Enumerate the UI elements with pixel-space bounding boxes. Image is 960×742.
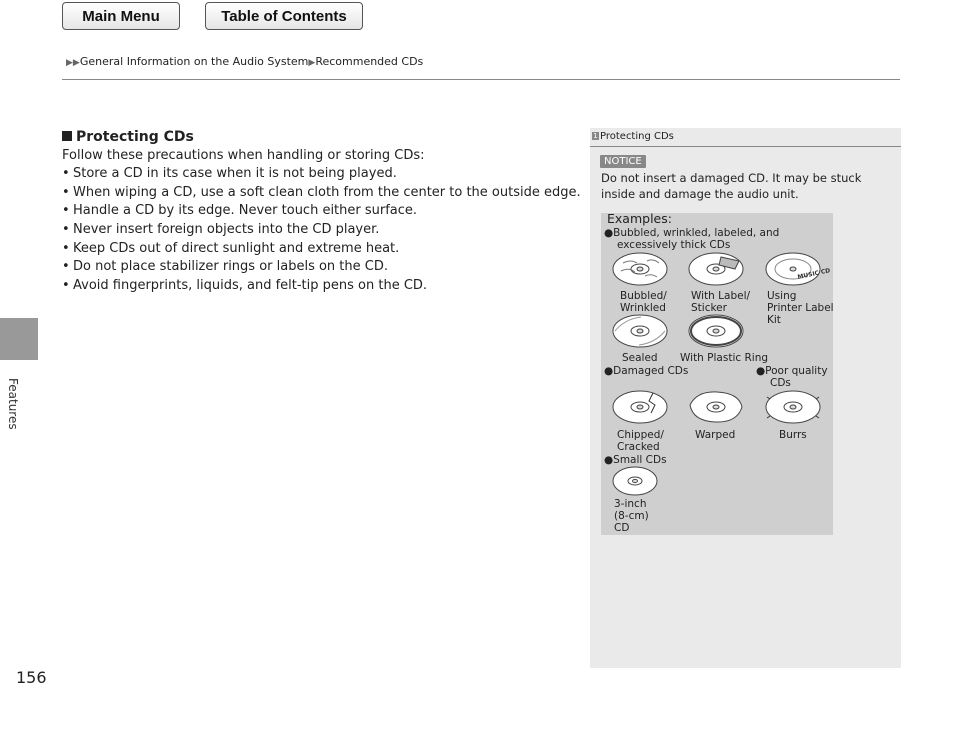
- list-item: • Avoid fingerprints, liquids, and felt-tip pens on the CD.: [62, 277, 582, 296]
- main-menu-button[interactable]: Main Menu: [62, 2, 180, 30]
- breadcrumb-arrow-icon: ▶: [308, 58, 316, 68]
- sidebar-divider: [590, 146, 901, 147]
- sidebar-title-text: Protecting CDs: [600, 131, 674, 142]
- breadcrumb-arrow-icon: ▶▶: [66, 58, 80, 68]
- intro-text: Follow these precautions when handling or storing CDs:: [62, 147, 425, 163]
- table-of-contents-button[interactable]: Table of Contents: [205, 2, 363, 30]
- caption-small: 3-inch: [614, 498, 647, 510]
- caption-small-2: (8-cm): [614, 510, 649, 522]
- caption-label-2: Sticker: [691, 302, 727, 314]
- section-heading: [62, 128, 582, 147]
- group-label-poor: ●Poor quality: [756, 365, 828, 377]
- list-item: • When wiping a CD, use a soft clean cloth from the center to the outside edge.: [62, 184, 582, 203]
- breadcrumb: [66, 55, 423, 68]
- caption-bubbled-2: Wrinkled: [620, 302, 666, 314]
- disc-plastic-ring-icon: [687, 313, 745, 349]
- caption-printer: Using: [767, 290, 797, 302]
- sidebar-title: [592, 131, 674, 142]
- caption-printer-2: Printer Label: [767, 302, 834, 314]
- group-label-poor-2: CDs: [770, 377, 791, 389]
- list-item: • Store a CD in its case when it is not being played.: [62, 165, 582, 184]
- reference-number-badge: 1: [593, 132, 598, 140]
- list-item: • Never insert foreign objects into the CD player.: [62, 221, 582, 240]
- examples-box: [601, 213, 833, 535]
- list-item: • Do not place stabilizer rings or labels on the CD.: [62, 258, 582, 277]
- caption-burrs: Burrs: [779, 429, 807, 441]
- breadcrumb-item-recommended-cds[interactable]: Recommended CDs: [315, 55, 424, 68]
- group-label-bubbled-2: excessively thick CDs: [617, 239, 731, 251]
- caption-ring: With Plastic Ring: [680, 352, 769, 364]
- section-label: Features: [6, 378, 20, 430]
- disc-small-icon: [611, 465, 659, 497]
- caption-printer-3: Kit: [767, 314, 781, 326]
- disc-sealed-icon: [611, 313, 669, 349]
- precaution-list: [62, 165, 582, 295]
- breadcrumb-item-audio-system[interactable]: General Information on the Audio System: [79, 55, 309, 68]
- caption-chipped: Chipped/: [617, 429, 664, 441]
- caption-warped: Warped: [695, 429, 736, 441]
- disc-warped-icon: [687, 389, 745, 425]
- section-heading-text: Protecting CDs: [76, 129, 194, 145]
- group-label-bubbled: ●Bubbled, wrinkled, labeled, and: [604, 227, 780, 239]
- caption-sealed: Sealed: [622, 352, 658, 364]
- list-item: • Handle a CD by its edge. Never touch either surface.: [62, 202, 582, 221]
- square-bullet-icon: [62, 131, 72, 141]
- caption-label: With Label/: [691, 290, 751, 302]
- notice-badge: NOTICE: [600, 155, 646, 168]
- section-tab: [0, 318, 38, 360]
- disc-label-icon: [687, 251, 745, 287]
- header-divider: [62, 79, 900, 80]
- disc-bubbled-icon: [611, 251, 669, 287]
- caption-bubbled: Bubbled/: [620, 290, 667, 302]
- main-content: [62, 128, 582, 295]
- disc-printer-label-icon: [764, 251, 831, 287]
- caption-small-3: CD: [614, 522, 630, 534]
- disc-chipped-icon: [611, 389, 669, 425]
- sidebar-note: [590, 128, 901, 668]
- caption-chipped-2: Cracked: [617, 441, 660, 453]
- examples-title: Examples:: [607, 211, 672, 226]
- notice-text: Do not insert a damaged CD. It may be stuck inside and damage the audio unit.: [601, 171, 862, 201]
- disc-burrs-icon: [764, 389, 822, 425]
- group-label-damaged: ●Damaged CDs: [604, 365, 689, 377]
- disc-logo-text: MUSIC CD: [796, 267, 831, 281]
- group-label-small: ●Small CDs: [604, 454, 667, 466]
- list-item: • Keep CDs out of direct sunlight and extreme heat.: [62, 240, 582, 259]
- page-number: 156: [16, 668, 47, 687]
